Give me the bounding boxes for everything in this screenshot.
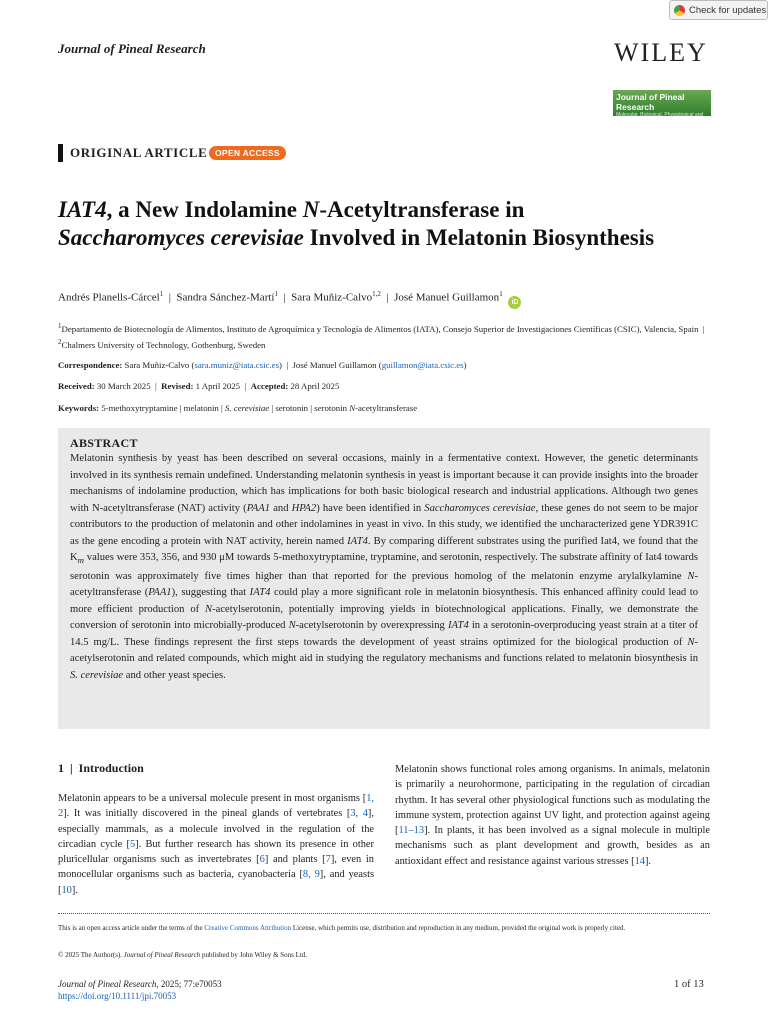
abstract-heading: ABSTRACT xyxy=(70,436,138,450)
copyright-note: © 2025 The Author(s). Journal of Pineal Research published by John Wiley & Sons Ltd. xyxy=(58,951,308,959)
email-link[interactable]: sara.muniz@iata.csic.es xyxy=(194,360,279,370)
check-updates-label: Check for updates xyxy=(689,4,767,16)
author-name[interactable]: Andrés Planells-Cárcel xyxy=(58,291,160,304)
correspondence: Correspondence: Sara Muñiz-Calvo (sara.muniz@iata.csic.es) | José Manuel Guillamon (guillamon@iata.csic.es) xyxy=(58,360,467,370)
author-list: Andrés Planells-Cárcel$^1$ | Sandra Sánchez-Martí$^1$ | Sara Muñiz-Calvo$^{1,2}$ | José Manuel Guillamon$^1$ iD xyxy=(58,290,718,309)
reference-link[interactable]: 5 xyxy=(129,838,136,850)
reference-link[interactable]: 11–13 xyxy=(398,825,425,837)
license-note: This is an open access article under the terms of the Creative Commons Attribution License, which permits use, distribution and reproduction in any medium, provided the original work is properly cited. xyxy=(58,924,626,932)
reference-link[interactable]: 1, 2 xyxy=(58,793,374,820)
doi-link[interactable]: https://doi.org/10.1111/jpi.70053 xyxy=(58,991,177,1001)
journal-logo-title: Journal of Pineal Research xyxy=(616,92,685,112)
crossmark-icon xyxy=(674,5,685,16)
reference-link[interactable]: 3, 4 xyxy=(350,808,368,820)
body-text-right-column: Melatonin shows functional roles among organisms. In animals, melatonin is primarily a neurohormone, participating in the regulation of circadian rhythm. It has several other physiological functions such as modulating the immune system, protection against UV light, and protection against ageing [11–13]. In plants, it has been involved as a signal molecule in multiple mechanisms such as plant development and growth, besides as an antioxidant effect and resistance against various stresses [14]. xyxy=(395,764,710,867)
reference-link[interactable]: 6 xyxy=(259,854,265,866)
author-name[interactable]: Sandra Sánchez-Martí xyxy=(176,291,275,304)
orcid-icon[interactable]: iD xyxy=(508,296,521,309)
email-link[interactable]: guillamon@iata.csic.es xyxy=(381,360,464,370)
article-type-marker xyxy=(58,144,63,162)
journal-citation: Journal of Pineal Research, 2025; 77:e70053 xyxy=(58,979,222,989)
section-heading: 1 | Introduction xyxy=(58,761,144,775)
affiliations: $^1$Departamento de Biotecnología de Alimentos, Instituto de Agroquímica y Tecnología de Alimentos (IATA), Consejo Superior de Investigaciones Científicas (CSIC), Valencia, Spain | $^2$Chalmers University of Technology, Gothenburg, Sweden xyxy=(58,322,707,351)
keywords: Keywords: 5-methoxytryptamine | melatonin | S. cerevisiae | serotonin | serotonin N-acetyltransferase xyxy=(58,403,418,413)
body-text-left-column: Melatonin appears to be a universal molecule present in most organisms [1, 2]. It was initially discovered in the pineal glands of vertebrates [3, 4], especially mammals, as a molecule involved in the regulation of the circadian cycle [5]. But further research has shown its presence in other pluricellular organisms such as invertebrates [6] and plants [7], even in monocellular organisms such as bacteria, cyanobacteria [8, 9], and yeasts [10]. xyxy=(58,793,374,896)
reference-link[interactable]: 10 xyxy=(61,884,72,896)
check-for-updates-badge[interactable] xyxy=(669,0,768,20)
article-title: IAT4, a New Indolamine N-Acetyltransferase in Saccharomyces cerevisiae Involved in Melatonin Biosynthesis xyxy=(58,197,655,250)
reference-link[interactable]: 14 xyxy=(634,855,645,867)
reference-link[interactable]: 7 xyxy=(325,854,331,866)
article-dates: Received: 30 March 2025 | Revised: 1 April 2025 | Accepted: 28 April 2025 xyxy=(58,381,340,391)
page-number: 1 of 13 xyxy=(674,979,704,990)
author-name[interactable]: Sara Muñiz-Calvo xyxy=(291,291,373,304)
journal-logo xyxy=(613,90,711,124)
license-link[interactable]: Creative Commons Attribution xyxy=(204,924,292,932)
open-access-badge: OPEN ACCESS xyxy=(209,146,286,160)
journal-name: Journal of Pineal Research xyxy=(58,41,206,56)
footnote-divider xyxy=(58,913,710,914)
author-name[interactable]: José Manuel Guillamon xyxy=(394,291,500,304)
reference-link[interactable]: 8, 9 xyxy=(302,869,320,881)
journal-logo-subtitle: Molecular, Biological, Physiological and Clinical Aspects of Melatonin xyxy=(616,112,704,124)
article-type: ORIGINAL ARTICLE xyxy=(70,145,208,160)
abstract-text: Melatonin synthesis by yeast has been described on several occasions, mainly in a fermentative context. However, the genetic determinants involved in its synthesis remain undefined. Understanding melatonin synthesis in yeast is important because it can provide insights into the broader mechanisms of indolamine production, which has implications for both basic biological research and industrial applications. Although two genes with N-acetyltransferase (NAT) activity (PAA1 and HPA2) have been identified in Saccharomyces cerevisiae, these genes do not seem to be major contributors to the production of melatonin and other indolamines in yeast in vivo. In this study, we identified the uncharacterized gene YDR391C as the gene encoding a protein with NAT activity, herein named IAT4. By comparing different substrates using the purified Iat4, we found that the $K_m$ values were 353, 356, and 930 μM towards 5-methoxytryptamine, tryptamine, and serotonin, respectively. The substrate affinity of Iat4 towards serotonin was approximately five times higher than that reported for the previous homolog of the melatonin enzyme arylalkylamine N-acetyltransferase (PAA1), suggesting that IAT4 could play a more significant role in melatonin biosynthesis. This enhanced affinity could lead to more efficient production of N-acetylserotonin, potentially improving yields in biotechnological applications. Finally, we demonstrate the conversion of serotonin into microbially-produced N-acetylserotonin by overexpressing IAT4 in a serotonin-overproducing yeast strain at a titer of 14.5 mg/L. These findings represent the first steps towards the development of yeast strains optimized for the biological production of N-acetylserotonin and related compounds, which might aid in studying the regulatory mechanisms and functions related to melatonin biosynthesis in S. cerevisiae and other yeast species. xyxy=(70,453,699,681)
publisher-logo: WILEY xyxy=(614,38,708,67)
